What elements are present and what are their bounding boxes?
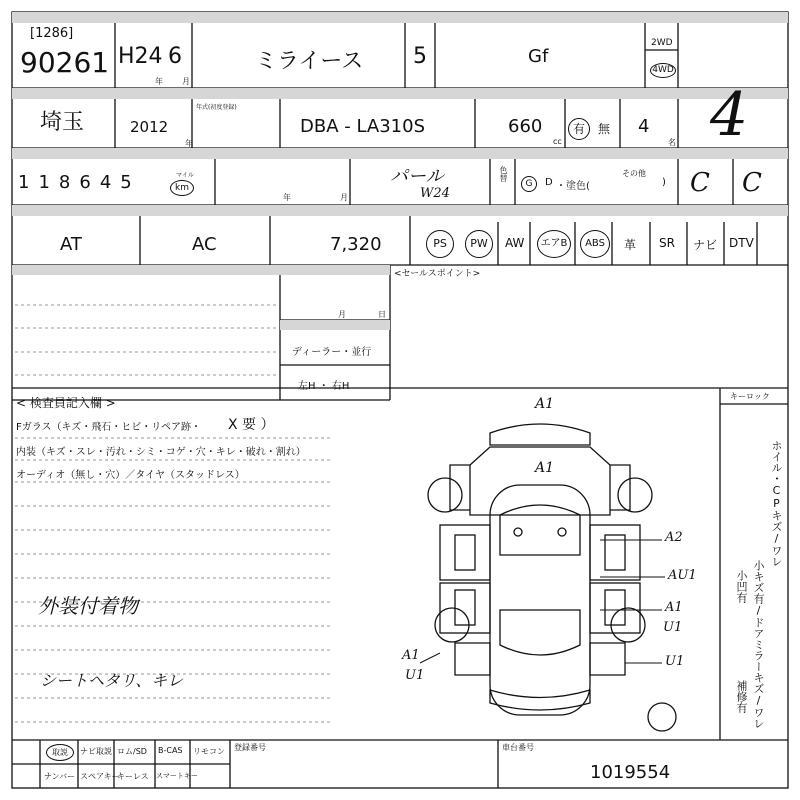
footer-plate: ナンバー	[44, 772, 76, 781]
color-change-label: その他	[622, 169, 646, 178]
ac-no: 無	[598, 122, 611, 136]
footer-chassis-label: 車台番号	[502, 743, 534, 752]
model-code: DBA - LA310S	[300, 116, 425, 137]
inspector-line3: オーディオ（無し・穴）／タイヤ（スタッドレス）	[16, 470, 245, 481]
color-change-other: ・塗色(	[556, 181, 590, 192]
footer-bcas: B-CAS	[158, 746, 183, 755]
mark-left-rear2: U1	[405, 668, 425, 683]
footer-chassis: 1019554	[590, 762, 671, 783]
odometer-km: km	[170, 180, 194, 196]
equip-abs: ABS	[580, 230, 610, 258]
color-name: パール	[390, 166, 444, 187]
inspector-note1: 外装付着物	[38, 594, 138, 618]
reg-era-year: H24	[118, 44, 163, 69]
equip-pw: PW	[465, 230, 493, 258]
ac-yes: 有	[568, 118, 590, 140]
equip-dtv: DTV	[729, 236, 754, 250]
seats-unit: 名	[668, 138, 676, 147]
mark-left-rear: A1	[402, 648, 420, 663]
footer-navi-manual: ナビ取説	[80, 747, 112, 756]
footer-remote: リモコン	[193, 747, 225, 756]
side-note-3: 小凹有	[735, 570, 748, 603]
inspector-title: < 検査員記入欄 >	[16, 396, 116, 410]
aircon: AC	[192, 234, 217, 255]
region: 埼玉	[40, 110, 85, 135]
odometer-mile: マイル	[176, 172, 194, 179]
drive-2wd: 2WD	[651, 38, 673, 48]
record-day: 日	[378, 310, 386, 319]
mark-hood: A1	[535, 460, 555, 476]
side-note-4: 補修有	[735, 680, 748, 713]
grade: Gf	[528, 46, 549, 67]
mileage: 7,320	[330, 234, 382, 255]
mark-right-front: A2	[665, 530, 683, 545]
grade-interior: C	[690, 168, 710, 198]
year-note: 年式(初度登録)	[196, 104, 237, 111]
odometer: 118645	[18, 172, 141, 193]
mark-right-door: AU1	[668, 568, 697, 583]
equip-aw: AW	[505, 236, 525, 250]
inspector-line1: Fガラス（キズ・飛石・ヒビ・リペア跡・	[16, 422, 202, 433]
seats-value: 4	[638, 116, 650, 137]
model-name: ミライース	[255, 49, 364, 74]
doors: 5	[413, 44, 427, 69]
footer-spare-key: スペアキー	[80, 772, 120, 781]
transmission: AT	[60, 234, 82, 255]
keylock-label: キーロック	[730, 392, 770, 401]
color-change-g: G	[521, 176, 537, 192]
mark-right-rear2: U1	[665, 654, 685, 669]
year-value: 2012	[130, 118, 169, 136]
record-month: 月	[338, 310, 346, 319]
registration-nen: 年	[283, 193, 291, 202]
color-side: 色替	[499, 166, 508, 182]
equip-ps: PS	[426, 230, 454, 258]
footer-smart-key: スマートキー	[156, 772, 198, 780]
record-dealer: ディーラー・並行	[292, 347, 372, 358]
reg-tsuki: 月	[182, 77, 190, 86]
inspector-line1b: X 要 ）	[228, 417, 275, 433]
equip-sr: SR	[659, 236, 675, 250]
color-change-close: )	[662, 177, 666, 188]
mark-front-top: A1	[535, 396, 555, 412]
drive-4wd: 4WD	[650, 63, 676, 78]
reg-nen: 年	[155, 77, 163, 86]
lot-number: 90261	[20, 46, 110, 79]
engine-unit: cc	[553, 137, 562, 146]
registration-tsuki: 月	[340, 193, 348, 202]
year-unit: 年	[185, 139, 193, 148]
record-handle: 左H ・ 右H	[298, 381, 350, 392]
footer-reg-label: 登録番号	[234, 743, 266, 752]
inspector-note2: シートヘタリ、キレ	[40, 671, 184, 690]
footer-manual: 取説	[46, 744, 74, 761]
mark-right-rear-door: A1	[665, 600, 683, 615]
equip-navi: ナビ	[693, 238, 718, 252]
footer-rom-sd: ロム/SD	[117, 747, 147, 756]
reg-month: 6	[168, 44, 182, 69]
side-note-2: 小キズ有/ドアミラーキズ/ワレ	[752, 560, 765, 729]
footer-keyless: キーレス	[117, 772, 149, 781]
lot-tag: [1286]	[30, 26, 74, 41]
equip-airbag: エアB	[537, 230, 571, 258]
score: 4	[710, 80, 749, 150]
sales-point-label: <セールスポイント>	[394, 269, 481, 279]
equip-leather: 革	[624, 238, 637, 252]
side-note-1: ホイル・CPキズ/ワレ	[770, 440, 783, 567]
inspector-line2: 内装（キズ・スレ・汚れ・シミ・コゲ・穴・キレ・破れ・割れ）	[16, 447, 306, 458]
mark-right-rear: U1	[663, 620, 683, 635]
color-change-d: D	[545, 177, 553, 188]
grade-exterior: C	[742, 168, 762, 198]
color-code: W24	[420, 186, 450, 201]
engine-value: 660	[508, 116, 543, 137]
